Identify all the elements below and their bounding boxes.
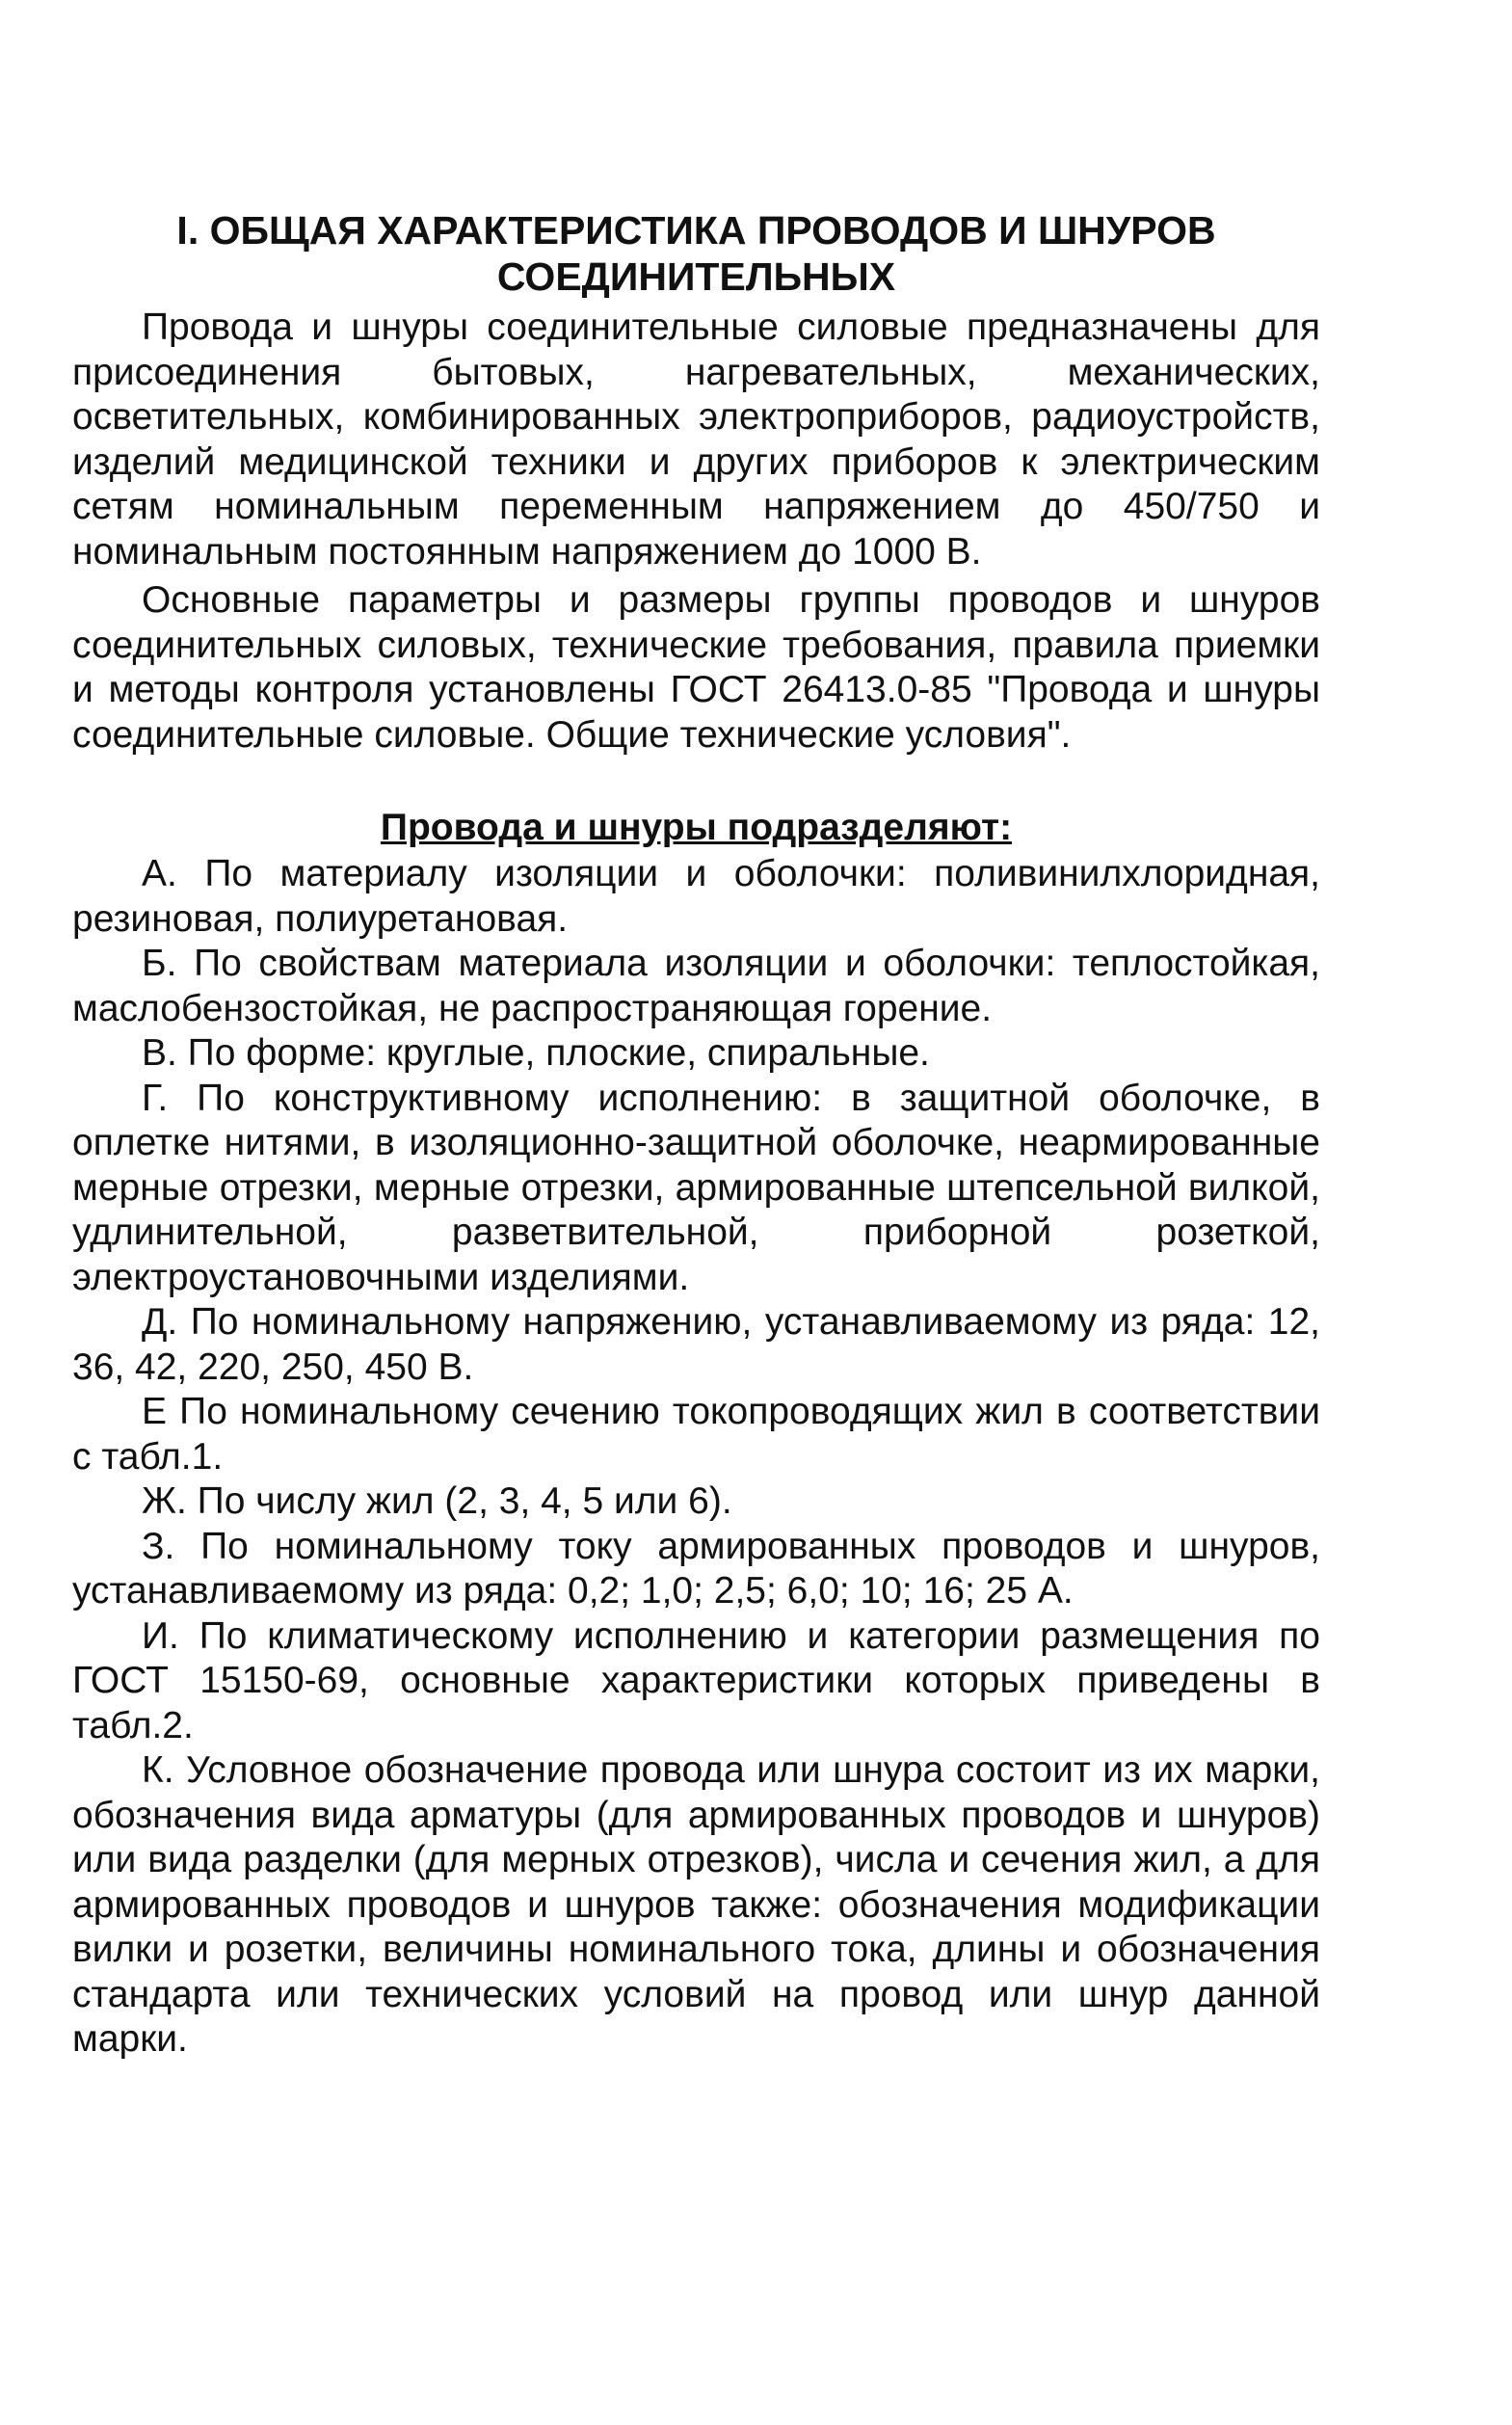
intro-paragraph-1: Провода и шнуры соединительные силовые предназначены для присоединения бытовых, нагревательных, механических, осветительных, комбинированных электроприборов, радиоустройств, изделий медицинской техники и других приборов к электрическим сетям номинальным переменным напряжением до 450/750 и номинальным постоянным напряжением до 1000 В. [72, 306, 1320, 573]
list-item-i: И. По климатическому исполнению и категории размещения по ГОСТ 15150-69, основные характеристики которых приведены в табл.2. [72, 1614, 1320, 1746]
list-item-b: Б. По свойствам материала изоляции и оболочки: теплостойкая, маслобензостойкая, не распространяющая горение. [72, 943, 1320, 1029]
classification-list [72, 852, 1320, 2063]
section-title [72, 207, 1320, 300]
list-item-z: З. По номинальному току армированных проводов и шнуров, устанавливаемому из ряда: 0,2; 1,0; 2,5; 6,0; 10; 16; 25 А. [72, 1525, 1320, 1612]
document-page [72, 207, 1320, 2063]
list-item-d: Д. По номинальному напряжению, устанавливаемому из ряда: 12, 36, 42, 220, 250, 450 В. [72, 1301, 1320, 1388]
list-item-v: В. По форме: круглые, плоские, спиральные. [142, 1032, 930, 1074]
intro-paragraph-2: Основные параметры и размеры группы проводов и шнуров соединительных силовых, технические требования, правила приемки и методы контроля установлены ГОСТ 26413.0-85 "Провода и шнуры соединительные силовые. Общие технические условия". [72, 579, 1320, 756]
classification-heading: Провода и шнуры подразделяют: [380, 807, 1013, 848]
list-item-zh: Ж. По числу жил (2, 3, 4, 5 или 6). [142, 1480, 732, 1522]
list-item-a: А. По материалу изоляции и оболочки: поливинилхлоридная, резиновая, полиуретановая. [72, 853, 1320, 940]
section-title-line-2: СОЕДИНИТЕЛЬНЫХ [496, 254, 896, 299]
list-item-k: К. Условное обозначение провода или шнура состоит из их марки, обозначения вида арматуры (для армированных проводов и шнуров) или вида разделки (для мерных отрезков), числа и сечения жил, а для армированных проводов и шнуров также: обозначения модификации вилки и розетки, величины номинального тока, длины и обозначения стандарта или технических условий на провод или шнур данной марки. [72, 1749, 1320, 2060]
section-title-line-1: I. ОБЩАЯ ХАРАКТЕРИСТИКА ПРОВОДОВ И ШНУРОВ [176, 208, 1216, 253]
list-item-g: Г. По конструктивному исполнению: в защитной оболочке, в оплетке нитями, в изоляционно-защитной оболочке, неармированные мерные отрезки, мерные отрезки, армированные штепсельной вилкой, удлинительной, разветвительной, приборной розеткой, электроустановочными изделиями. [72, 1077, 1320, 1298]
list-item-e: Е По номинальному сечению токопроводящих жил в соответствии с табл.1. [72, 1391, 1320, 1478]
